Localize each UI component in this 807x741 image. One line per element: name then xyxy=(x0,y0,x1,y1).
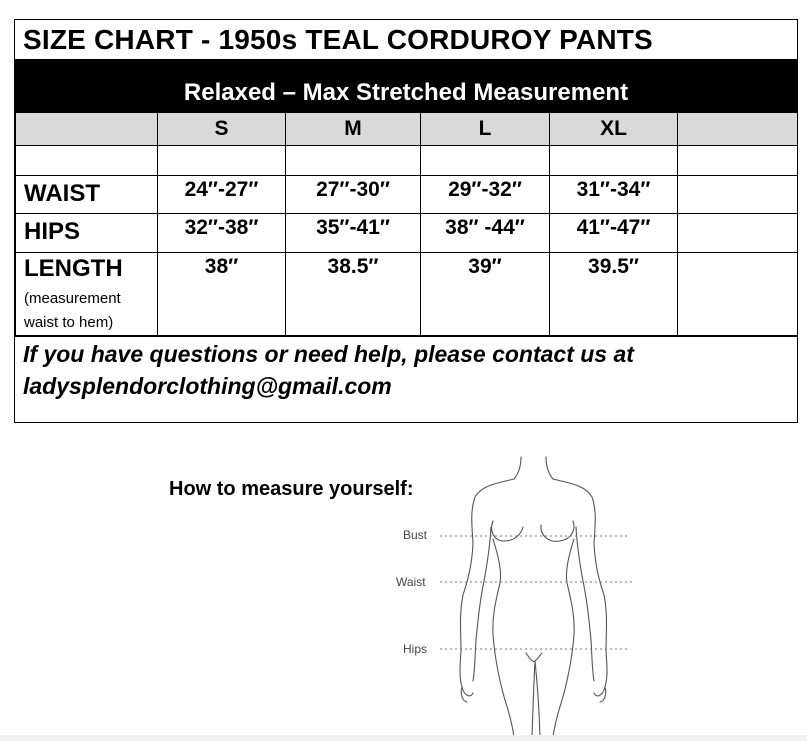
length-l: 39″ xyxy=(421,253,550,337)
body-outline-icon xyxy=(390,455,650,737)
spacer-cell xyxy=(16,146,158,176)
spacer-row xyxy=(16,146,798,176)
header-blank-cell xyxy=(678,113,798,146)
size-table xyxy=(15,112,798,337)
contact-note xyxy=(15,335,797,423)
waist-m: 27″-30″ xyxy=(286,176,421,214)
hips-label: HIPS xyxy=(16,214,158,253)
length-xl: 39.5″ xyxy=(550,253,678,337)
spacer-cell xyxy=(678,146,798,176)
hips-row xyxy=(16,214,798,253)
length-s: 38″ xyxy=(158,253,286,337)
hips-m: 35″-41″ xyxy=(286,214,421,253)
hips-xl: 41″-47″ xyxy=(550,214,678,253)
header-corner-cell xyxy=(16,113,158,146)
length-label: LENGTH xyxy=(24,255,123,282)
length-label-cell xyxy=(16,253,158,337)
hips-label-figure: Hips xyxy=(403,642,428,656)
size-chart xyxy=(14,19,798,423)
length-note: (measurement waist to hem) xyxy=(24,290,121,331)
size-header-m: M xyxy=(286,113,421,146)
spacer-cell xyxy=(550,146,678,176)
waist-xl: 31″-34″ xyxy=(550,176,678,214)
waist-label-figure: Waist xyxy=(396,575,426,589)
measurement-banner: Relaxed – Max Stretched Measurement xyxy=(15,60,797,112)
bottom-edge xyxy=(0,735,807,741)
spacer-cell xyxy=(286,146,421,176)
chart-title: SIZE CHART - 1950s TEAL CORDUROY PANTS xyxy=(15,20,797,60)
waist-blank xyxy=(678,176,798,214)
measure-heading: How to measure yourself: xyxy=(169,478,414,500)
size-header-row xyxy=(16,113,798,146)
waist-l: 29″-32″ xyxy=(421,176,550,214)
contact-email[interactable]: ladysplendorclothing@gmail.com xyxy=(23,373,392,399)
length-m: 38.5″ xyxy=(286,253,421,337)
bust-label: Bust xyxy=(403,528,428,542)
length-blank xyxy=(678,253,798,337)
size-header-l: L xyxy=(421,113,550,146)
spacer-cell xyxy=(421,146,550,176)
waist-label: WAIST xyxy=(16,176,158,214)
hips-l: 38″ -44″ xyxy=(421,214,550,253)
hips-blank xyxy=(678,214,798,253)
spacer-cell xyxy=(158,146,286,176)
length-row xyxy=(16,253,798,337)
size-header-xl: XL xyxy=(550,113,678,146)
waist-s: 24″-27″ xyxy=(158,176,286,214)
size-header-s: S xyxy=(158,113,286,146)
waist-row xyxy=(16,176,798,214)
hips-s: 32″-38″ xyxy=(158,214,286,253)
contact-line: If you have questions or need help, please contact us at xyxy=(23,341,634,367)
